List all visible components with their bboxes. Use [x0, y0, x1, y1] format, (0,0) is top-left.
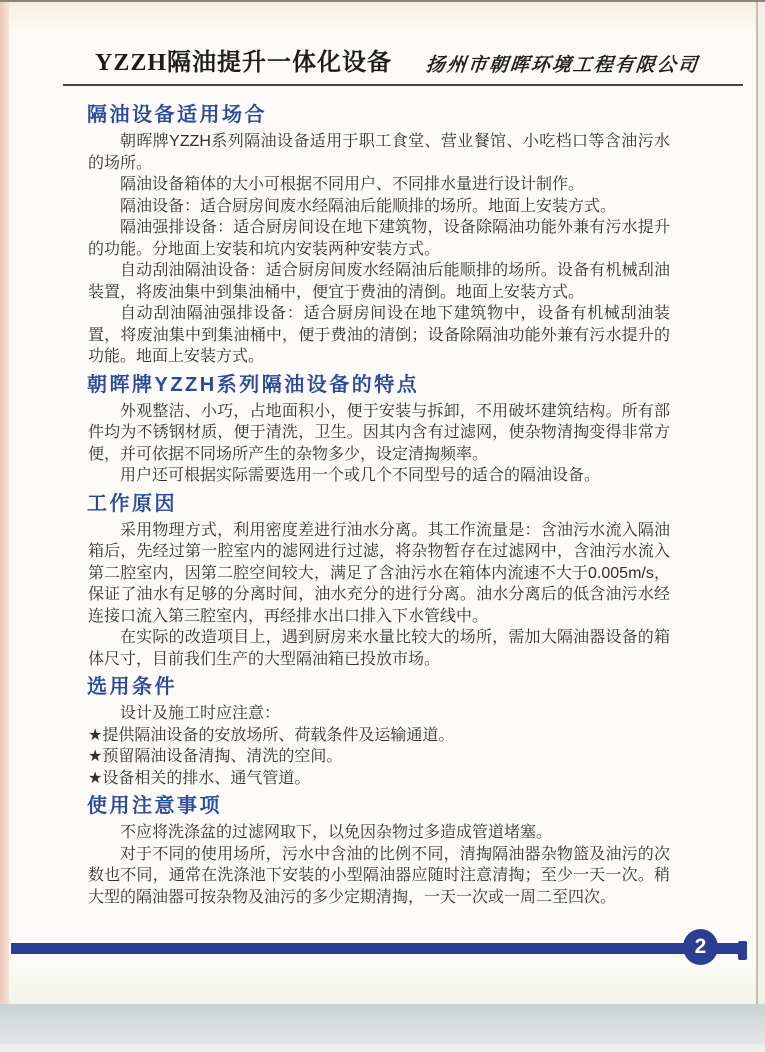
section-heading: 朝晖牌YZZH系列隔油设备的特点	[87, 373, 420, 396]
paragraph: 在实际的改造项目上，遇到厨房来水量比较大的场所，需加大隔油器设备的箱体尺寸，目前我们生产的大型隔油箱已投放市场。	[88, 629, 670, 668]
paragraph: 隔油设备箱体的大小可根据不同用户、不同排水量进行设计制作。	[120, 176, 585, 193]
paragraph: 自动刮油隔油设备：适合厨房间废水经隔油后能顺排的场所。设备有机械刮油装置，将废油集中到集油桶中，便宜于费油的清倒。地面上安装方式。	[88, 262, 670, 301]
paragraph: 对于不同的使用场所，污水中含油的比例不同，清掏隔油器杂物篮及油污的次数也不同，通常在洗涤池下安装的小型隔油器应随时注意清掏；至少一天一次。稍大型的隔油器可按杂物及油污的多少定期清掏，一天一次或一周二至四次。	[88, 845, 670, 906]
page-header	[63, 2, 743, 86]
section-usage-notes	[88, 793, 670, 908]
section-application-scenarios	[88, 102, 670, 368]
document-page	[9, 2, 756, 1004]
paragraph: 隔油设备：适合厨房间废水经隔油后能顺排的场所。地面上安装方式。	[120, 197, 617, 215]
section-selection-conditions	[88, 674, 670, 789]
bullet-item: ★预留隔油设备清掏、清洗的空间。	[88, 748, 343, 765]
paragraph: 用户还可根据实际需要选用一个或几个不同型号的适合的隔油设备。	[120, 467, 601, 484]
section-features	[88, 372, 670, 487]
paragraph: 设计及施工时应注意：	[120, 705, 281, 722]
paragraph: 外观整洁、小巧，占地面积小，便于安装与拆卸，不用破坏建筑结构。所有部件均为不锈钢材质，便于清洗，卫生。因其内含有过滤网，使杂物清掏变得非常方便，并可依据不同场所产生的杂物多少，设定清掏频率。	[88, 402, 670, 463]
footer-rule-bar	[11, 943, 747, 954]
paragraph: 自动刮油隔油强排设备：适合厨房间设在地下建筑物中，设备有机械刮油装置，将废油集中到集油桶中，便于费油的清倒；设备除隔油功能外兼有污水提升的功能。地面上安装方式。	[88, 305, 670, 365]
paragraph: 隔油强排设备：适合厨房间设在地下建筑物，设备除隔油功能外兼有污水提升的功能。分地面上安装和坑内安装两种安装方式。	[88, 219, 670, 258]
section-working-principle	[88, 491, 670, 671]
company-name: 扬州市朝晖环境工程有限公司	[424, 54, 700, 76]
scan-edge-left	[0, 2, 9, 1004]
page-number: 2	[694, 935, 707, 958]
scan-edge-right	[756, 2, 765, 1004]
section-heading: 工作原因	[87, 492, 177, 515]
section-heading: 使用注意事项	[87, 795, 222, 817]
page-number-badge	[683, 929, 718, 965]
document-title: YZZH隔油提升一体化设备	[95, 50, 393, 76]
section-heading: 选用条件	[87, 676, 177, 698]
page-content	[88, 102, 670, 908]
footer-rule-endcap	[738, 941, 747, 960]
paragraph: 朝晖牌YZZH系列隔油设备适用于职工食堂、营业餐馆、小吃档口等含油污水的场所。	[88, 133, 670, 172]
bullet-item: ★设备相关的排水、通气管道。	[88, 769, 311, 787]
scan-edge-bottom	[0, 1004, 765, 1044]
paragraph: 采用物理方式，利用密度差进行油水分离。其工作流量是：含油污水流入隔油箱后，先经过第一腔室内的滤网进行过滤，将杂物暂存在过滤网中，含油污水流入第二腔室内，因第二腔空间较大，满足了含油污水在箱体内流速不大于0.005m/s，保证了油水有足够的分离时间，油水充分的进行分离。油水分离后的低含油污水经连接口流入第三腔室内，再经排水出口排入下水管线中。	[88, 521, 670, 625]
bullet-item: ★提供隔油设备的安放场所、荷载条件及运输通道。	[88, 726, 455, 744]
paragraph: 不应将洗涤盆的过滤网取下，以免因杂物过多造成管道堵塞。	[120, 824, 553, 841]
section-heading: 隔油设备适用场合	[87, 104, 267, 126]
